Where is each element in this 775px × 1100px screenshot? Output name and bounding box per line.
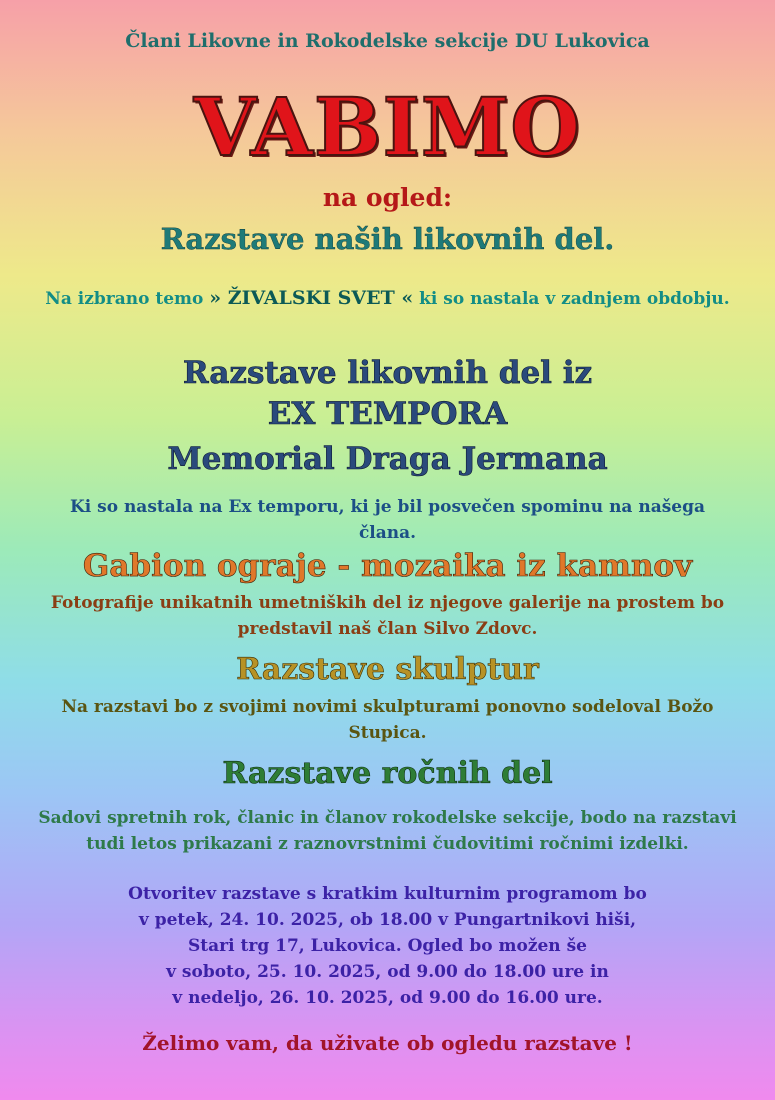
closing-wish: Želimo vam, da uživate ob ogledu razstave ! xyxy=(142,1031,633,1055)
section-heading-handicrafts: Razstave ročnih del xyxy=(222,756,553,791)
section-heading-extempore-line2: EX TEMPORA xyxy=(267,396,508,432)
theme-prefix: Na izbrano temo xyxy=(45,289,204,309)
extempore-description: Ki so nastala na Ex temporu, ki je bil posvečen spominu na našega člana. xyxy=(69,497,706,543)
opening-line-2: v petek, 24. 10. 2025, ob 18.00 v Pungartnikovi hiši, xyxy=(138,910,637,930)
opening-line-5: v nedeljo, 26. 10. 2025, od 9.00 do 16.00 ure. xyxy=(172,988,603,1008)
opening-line-1: Otvoritev razstave s kratkim kulturnim programom bo xyxy=(128,884,647,904)
opening-line-4: v soboto, 25. 10. 2025, od 9.00 do 18.00 ure in xyxy=(166,962,609,982)
gabion-description: Fotografije unikatnih umetniških del iz njegove galerije na prostem bo predstavil naš član Silvo Zdovc. xyxy=(50,593,725,639)
section-heading-sculptures: Razstave skulptur xyxy=(236,652,539,687)
poster-title: VABIMO xyxy=(193,80,582,174)
section-heading-gabion: Gabion ograje - mozaika iz kamnov xyxy=(82,548,693,584)
organizer-header: Člani Likovne in Rokodelske sekcije DU Lukovica xyxy=(125,30,650,52)
section-heading-extempore-line3: Memorial Draga Jermana xyxy=(167,441,608,477)
intro-text: na ogled: xyxy=(322,183,453,212)
opening-line-3: Stari trg 17, Lukovica. Ogled bo možen še xyxy=(188,936,587,956)
theme-suffix: ki so nastala v zadnjem obdobju. xyxy=(419,289,730,309)
theme-description xyxy=(20,284,755,313)
opening-details xyxy=(30,881,745,1011)
sculptures-description: Na razstavi bo z svojimi novimi skulpturami ponovno sodeloval Božo Stupica. xyxy=(61,697,714,743)
handicrafts-description: Sadovi spretnih rok, članic in članov rokodelske sekcije, bodo na razstavi tudi letos prikazani z raznovrstnimi čudovitimi ročnimi izdelki. xyxy=(38,808,737,854)
theme-name: » ŽIVALSKI SVET « xyxy=(209,287,414,309)
section-heading-paintings: Razstave naših likovnih del. xyxy=(160,222,615,256)
section-heading-extempore-line1: Razstave likovnih del iz xyxy=(182,355,593,391)
